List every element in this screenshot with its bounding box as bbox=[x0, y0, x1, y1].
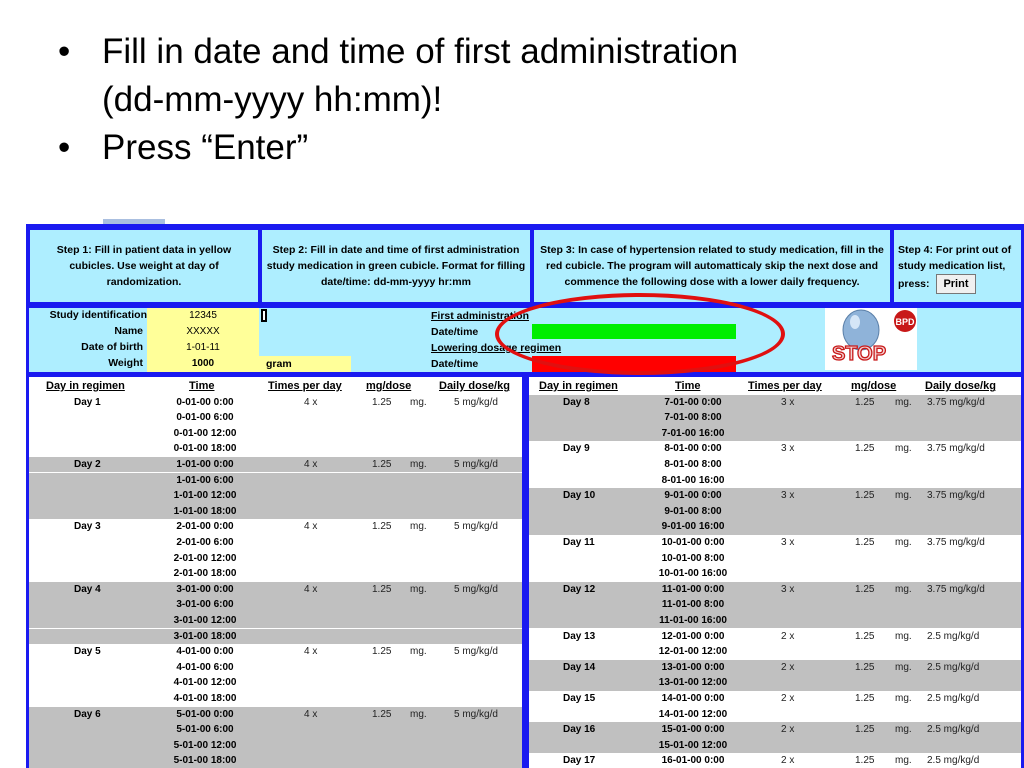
mg-dose-cell: 1.25 bbox=[855, 692, 875, 704]
daily-dose-cell: 3.75 mg/kg/d bbox=[927, 490, 985, 502]
time-cell: 4-01-00 18:00 bbox=[173, 692, 237, 704]
table-row[interactable] bbox=[529, 426, 1021, 442]
time-cell: 11-01-00 8:00 bbox=[661, 599, 725, 611]
time-cell: 13-01-00 0:00 bbox=[661, 661, 725, 673]
daily-dose-cell: 3.75 mg/kg/d bbox=[927, 443, 985, 455]
study-id-label: Study identification bbox=[49, 309, 147, 321]
mg-unit-cell: mg. bbox=[410, 521, 427, 533]
table-row[interactable] bbox=[29, 535, 522, 551]
mg-unit-cell: mg. bbox=[895, 661, 912, 673]
col-times-per-day-header: Times per day bbox=[748, 380, 822, 392]
times-per-day-cell: 4 x bbox=[304, 458, 318, 470]
time-cell: 11-01-00 0:00 bbox=[661, 583, 725, 595]
time-cell: 12-01-00 0:00 bbox=[661, 630, 725, 642]
step-1-box: Step 1: Fill in patient data in yellow cubicles. Use weight at day of randomization. bbox=[30, 230, 258, 302]
table-row[interactable] bbox=[29, 597, 522, 613]
day-cell: Day 6 bbox=[74, 708, 101, 720]
table-row[interactable] bbox=[29, 613, 522, 629]
time-cell: 3-01-00 0:00 bbox=[176, 583, 234, 595]
time-cell: 2-01-00 18:00 bbox=[173, 568, 237, 580]
study-id-field[interactable]: 12345 bbox=[147, 308, 259, 324]
day-cell: Day 12 bbox=[563, 583, 596, 595]
day-cell: Day 15 bbox=[563, 692, 596, 704]
day-cell: Day 9 bbox=[563, 443, 590, 455]
mg-unit-cell: mg. bbox=[895, 396, 912, 408]
mg-unit-cell: mg. bbox=[895, 692, 912, 704]
cell-cursor bbox=[261, 309, 267, 322]
times-per-day-cell: 4 x bbox=[304, 396, 318, 408]
time-cell: 7-01-00 8:00 bbox=[664, 412, 722, 424]
col-times-per-day-header: Times per day bbox=[268, 380, 342, 392]
table-row[interactable] bbox=[29, 504, 522, 520]
col-mg-dose-header: mg/dose bbox=[851, 380, 897, 392]
table-row[interactable] bbox=[529, 722, 1021, 738]
col-time-header: Time bbox=[189, 380, 215, 392]
table-row[interactable] bbox=[529, 504, 1021, 520]
time-cell: 0-01-00 0:00 bbox=[176, 396, 234, 408]
time-cell: 15-01-00 12:00 bbox=[658, 739, 728, 751]
table-row[interactable] bbox=[29, 426, 522, 442]
bullet-dot: • bbox=[58, 32, 71, 71]
weight-unit: gram bbox=[266, 358, 292, 370]
table-row[interactable] bbox=[529, 644, 1021, 660]
time-cell: 9-01-00 8:00 bbox=[664, 505, 722, 517]
table-row[interactable] bbox=[529, 473, 1021, 489]
step-4-text: Step 4: For print out of study medication list, press: bbox=[898, 244, 1012, 290]
time-cell: 2-01-00 6:00 bbox=[176, 536, 234, 548]
table-row[interactable] bbox=[529, 675, 1021, 691]
mg-dose-cell: 1.25 bbox=[855, 661, 875, 673]
table-row[interactable] bbox=[529, 519, 1021, 535]
times-per-day-cell: 2 x bbox=[781, 724, 795, 736]
col-daily-dose-header: Daily dose/kg bbox=[925, 380, 996, 392]
daily-dose-cell: 5 mg/kg/d bbox=[454, 396, 498, 408]
col-time-header: Time bbox=[675, 380, 701, 392]
table-row[interactable] bbox=[529, 551, 1021, 567]
mg-dose-cell: 1.25 bbox=[855, 755, 875, 767]
first-admin-label: First administration bbox=[431, 310, 530, 322]
dob-label: Date of birth bbox=[81, 341, 143, 353]
day-cell: Day 2 bbox=[74, 458, 101, 470]
times-per-day-cell: 4 x bbox=[304, 521, 318, 533]
mg-dose-cell: 1.25 bbox=[372, 521, 392, 533]
time-cell: 8-01-00 8:00 bbox=[664, 458, 722, 470]
day-cell: Day 3 bbox=[74, 521, 101, 533]
time-cell: 1-01-00 12:00 bbox=[173, 490, 237, 502]
dob-field[interactable]: 1-01-11 bbox=[147, 340, 259, 356]
day-cell: Day 4 bbox=[74, 583, 101, 595]
time-cell: 3-01-00 18:00 bbox=[173, 630, 237, 642]
print-button[interactable]: Print bbox=[936, 274, 975, 294]
time-cell: 4-01-00 12:00 bbox=[173, 677, 237, 689]
time-cell: 0-01-00 12:00 bbox=[173, 427, 237, 439]
mg-unit-cell: mg. bbox=[410, 583, 427, 595]
highlight-ellipse bbox=[495, 293, 785, 375]
mg-dose-cell: 1.25 bbox=[372, 583, 392, 595]
table-row[interactable] bbox=[529, 691, 1021, 707]
table-row[interactable] bbox=[529, 395, 1021, 411]
time-cell: 11-01-00 16:00 bbox=[659, 614, 727, 626]
table-row[interactable] bbox=[29, 644, 522, 660]
datetime-label-2: Date/time bbox=[431, 358, 479, 370]
slide-bullets bbox=[58, 28, 958, 172]
datetime-label-1: Date/time bbox=[431, 326, 479, 338]
times-per-day-cell: 2 x bbox=[781, 630, 795, 642]
day-cell: Day 1 bbox=[74, 396, 101, 408]
daily-dose-cell: 5 mg/kg/d bbox=[454, 521, 498, 533]
lowering-dosage-label: Lowering dosage regimen bbox=[431, 342, 562, 354]
mg-dose-cell: 1.25 bbox=[372, 708, 392, 720]
day-cell: Day 16 bbox=[563, 724, 596, 736]
mg-unit-cell: mg. bbox=[410, 708, 427, 720]
times-per-day-cell: 3 x bbox=[781, 583, 795, 595]
daily-dose-cell: 5 mg/kg/d bbox=[454, 708, 498, 720]
table-row[interactable] bbox=[29, 410, 522, 426]
stop-bpd-icon bbox=[825, 308, 917, 370]
mg-dose-cell: 1.25 bbox=[855, 490, 875, 502]
step-4-box bbox=[894, 230, 1021, 302]
day-cell: Day 8 bbox=[563, 396, 590, 408]
drop-highlight bbox=[850, 315, 860, 329]
time-cell: 0-01-00 18:00 bbox=[173, 443, 237, 455]
table-row[interactable] bbox=[529, 738, 1021, 754]
day-cell: Day 5 bbox=[74, 646, 101, 658]
table-row[interactable] bbox=[29, 753, 522, 768]
day-cell: Day 17 bbox=[563, 755, 596, 767]
table-row[interactable] bbox=[529, 597, 1021, 613]
table-row[interactable] bbox=[29, 738, 522, 754]
table-row[interactable] bbox=[29, 722, 522, 738]
time-cell: 5-01-00 18:00 bbox=[173, 755, 237, 767]
bullet-1 bbox=[58, 28, 958, 124]
bullet-2-line1: Press “Enter” bbox=[102, 128, 309, 167]
table-row[interactable] bbox=[29, 473, 522, 489]
table-row[interactable] bbox=[529, 410, 1021, 426]
table-row[interactable] bbox=[29, 707, 522, 723]
table-row[interactable] bbox=[29, 566, 522, 582]
step-3-box: Step 3: In case of hypertension related to study medication, fill in the red cubicle. The program will automatticaly skip the next dose and commence the following dose with a lower daily frequency. bbox=[534, 230, 890, 302]
weight-field[interactable]: 1000 bbox=[147, 356, 259, 372]
table-row[interactable] bbox=[529, 660, 1021, 676]
mg-dose-cell: 1.25 bbox=[855, 583, 875, 595]
times-per-day-cell: 2 x bbox=[781, 755, 795, 767]
col-daily-dose-header: Daily dose/kg bbox=[439, 380, 510, 392]
time-cell: 5-01-00 12:00 bbox=[173, 739, 237, 751]
time-cell: 4-01-00 0:00 bbox=[176, 646, 234, 658]
table-row[interactable] bbox=[29, 691, 522, 707]
table-row[interactable] bbox=[529, 629, 1021, 645]
time-cell: 5-01-00 0:00 bbox=[176, 708, 234, 720]
bullet-dot: • bbox=[58, 128, 71, 167]
times-per-day-cell: 2 x bbox=[781, 692, 795, 704]
time-cell: 12-01-00 12:00 bbox=[658, 646, 728, 658]
time-cell: 2-01-00 0:00 bbox=[176, 521, 234, 533]
table-row[interactable] bbox=[29, 629, 522, 645]
name-label: Name bbox=[114, 325, 143, 337]
times-per-day-cell: 3 x bbox=[781, 536, 795, 548]
mg-dose-cell: 1.25 bbox=[855, 536, 875, 548]
daily-dose-cell: 2.5 mg/kg/d bbox=[927, 692, 980, 704]
daily-dose-cell: 5 mg/kg/d bbox=[454, 583, 498, 595]
mg-unit-cell: mg. bbox=[895, 724, 912, 736]
times-per-day-cell: 2 x bbox=[781, 661, 795, 673]
times-per-day-cell: 3 x bbox=[781, 396, 795, 408]
daily-dose-cell: 5 mg/kg/d bbox=[454, 458, 498, 470]
day-cell: Day 14 bbox=[563, 661, 596, 673]
time-cell: 5-01-00 6:00 bbox=[176, 724, 234, 736]
time-cell: 3-01-00 6:00 bbox=[176, 599, 234, 611]
mg-dose-cell: 1.25 bbox=[855, 724, 875, 736]
times-per-day-cell: 3 x bbox=[781, 443, 795, 455]
mg-dose-cell: 1.25 bbox=[855, 443, 875, 455]
name-field[interactable]: XXXXX bbox=[147, 324, 259, 340]
daily-dose-cell: 3.75 mg/kg/d bbox=[927, 536, 985, 548]
times-per-day-cell: 4 x bbox=[304, 708, 318, 720]
bpd-text: BPD bbox=[895, 317, 915, 327]
time-cell: 8-01-00 16:00 bbox=[661, 474, 725, 486]
daily-dose-cell: 3.75 mg/kg/d bbox=[927, 583, 985, 595]
table-row[interactable] bbox=[529, 535, 1021, 551]
mg-dose-cell: 1.25 bbox=[372, 458, 392, 470]
table-row[interactable] bbox=[29, 441, 522, 457]
mg-dose-cell: 1.25 bbox=[855, 396, 875, 408]
daily-dose-cell: 5 mg/kg/d bbox=[454, 646, 498, 658]
times-per-day-cell: 3 x bbox=[781, 490, 795, 502]
mg-dose-cell: 1.25 bbox=[372, 396, 392, 408]
daily-dose-cell: 2.5 mg/kg/d bbox=[927, 755, 980, 767]
mg-unit-cell: mg. bbox=[410, 646, 427, 658]
day-cell: Day 11 bbox=[563, 536, 595, 548]
table-row[interactable] bbox=[529, 582, 1021, 598]
mg-unit-cell: mg. bbox=[895, 490, 912, 502]
table-row[interactable] bbox=[529, 457, 1021, 473]
mg-unit-cell: mg. bbox=[410, 458, 427, 470]
day-cell: Day 13 bbox=[563, 630, 596, 642]
time-cell: 1-01-00 0:00 bbox=[176, 458, 234, 470]
bullet-2 bbox=[58, 124, 958, 172]
time-cell: 15-01-00 0:00 bbox=[661, 724, 725, 736]
table-row[interactable] bbox=[29, 395, 522, 411]
time-cell: 1-01-00 6:00 bbox=[176, 474, 234, 486]
weight-label: Weight bbox=[108, 357, 143, 369]
mg-unit-cell: mg. bbox=[895, 443, 912, 455]
time-cell: 10-01-00 16:00 bbox=[658, 568, 728, 580]
time-cell: 9-01-00 16:00 bbox=[661, 521, 725, 533]
table-row[interactable] bbox=[29, 660, 522, 676]
table-row[interactable] bbox=[529, 441, 1021, 457]
day-cell: Day 10 bbox=[563, 490, 596, 502]
mg-unit-cell: mg. bbox=[410, 396, 427, 408]
bullet-1-line2: (dd-mm-yyyy hh:mm)! bbox=[102, 80, 443, 119]
right-schedule-table bbox=[529, 377, 1021, 768]
left-schedule-table bbox=[29, 377, 522, 768]
col-day-header: Day in regimen bbox=[46, 380, 125, 392]
table-row[interactable] bbox=[29, 675, 522, 691]
time-cell: 14-01-00 0:00 bbox=[661, 692, 725, 704]
table-row[interactable] bbox=[529, 707, 1021, 723]
mg-dose-cell: 1.25 bbox=[372, 646, 392, 658]
time-cell: 10-01-00 0:00 bbox=[661, 536, 725, 548]
times-per-day-cell: 4 x bbox=[304, 583, 318, 595]
step-2-box: Step 2: Fill in date and time of first administration study medication in green cubicle. Format for filling date/time: dd-mm-yyyy hr:mm bbox=[262, 230, 530, 302]
table-row[interactable] bbox=[29, 551, 522, 567]
stop-text: STOP bbox=[831, 343, 887, 365]
col-mg-dose-header: mg/dose bbox=[366, 380, 412, 392]
mg-dose-cell: 1.25 bbox=[855, 630, 875, 642]
times-per-day-cell: 4 x bbox=[304, 646, 318, 658]
mg-unit-cell: mg. bbox=[895, 755, 912, 767]
table-row[interactable] bbox=[529, 488, 1021, 504]
table-row[interactable] bbox=[29, 582, 522, 598]
table-row[interactable] bbox=[529, 613, 1021, 629]
table-row[interactable] bbox=[529, 753, 1021, 768]
mg-unit-cell: mg. bbox=[895, 630, 912, 642]
mg-unit-cell: mg. bbox=[895, 536, 912, 548]
time-cell: 13-01-00 12:00 bbox=[658, 677, 728, 689]
table-row[interactable] bbox=[29, 488, 522, 504]
bullet-1-line1: Fill in date and time of first administration bbox=[102, 32, 739, 71]
time-cell: 0-01-00 6:00 bbox=[176, 412, 234, 424]
time-cell: 4-01-00 6:00 bbox=[176, 661, 234, 673]
daily-dose-cell: 2.5 mg/kg/d bbox=[927, 724, 980, 736]
daily-dose-cell: 2.5 mg/kg/d bbox=[927, 661, 980, 673]
time-cell: 7-01-00 16:00 bbox=[661, 427, 725, 439]
time-cell: 8-01-00 0:00 bbox=[664, 443, 722, 455]
daily-dose-cell: 3.75 mg/kg/d bbox=[927, 396, 985, 408]
time-cell: 16-01-00 0:00 bbox=[661, 755, 725, 767]
table-row[interactable] bbox=[29, 457, 522, 473]
table-row[interactable] bbox=[29, 519, 522, 535]
time-cell: 2-01-00 12:00 bbox=[173, 552, 237, 564]
col-day-header: Day in regimen bbox=[539, 380, 618, 392]
table-row[interactable] bbox=[529, 566, 1021, 582]
daily-dose-cell: 2.5 mg/kg/d bbox=[927, 630, 980, 642]
time-cell: 14-01-00 12:00 bbox=[658, 708, 728, 720]
time-cell: 3-01-00 12:00 bbox=[173, 614, 237, 626]
time-cell: 9-01-00 0:00 bbox=[664, 490, 722, 502]
time-cell: 1-01-00 18:00 bbox=[173, 505, 237, 517]
spreadsheet bbox=[26, 224, 1024, 768]
mg-unit-cell: mg. bbox=[895, 583, 912, 595]
time-cell: 7-01-00 0:00 bbox=[664, 396, 722, 408]
time-cell: 10-01-00 8:00 bbox=[661, 552, 725, 564]
